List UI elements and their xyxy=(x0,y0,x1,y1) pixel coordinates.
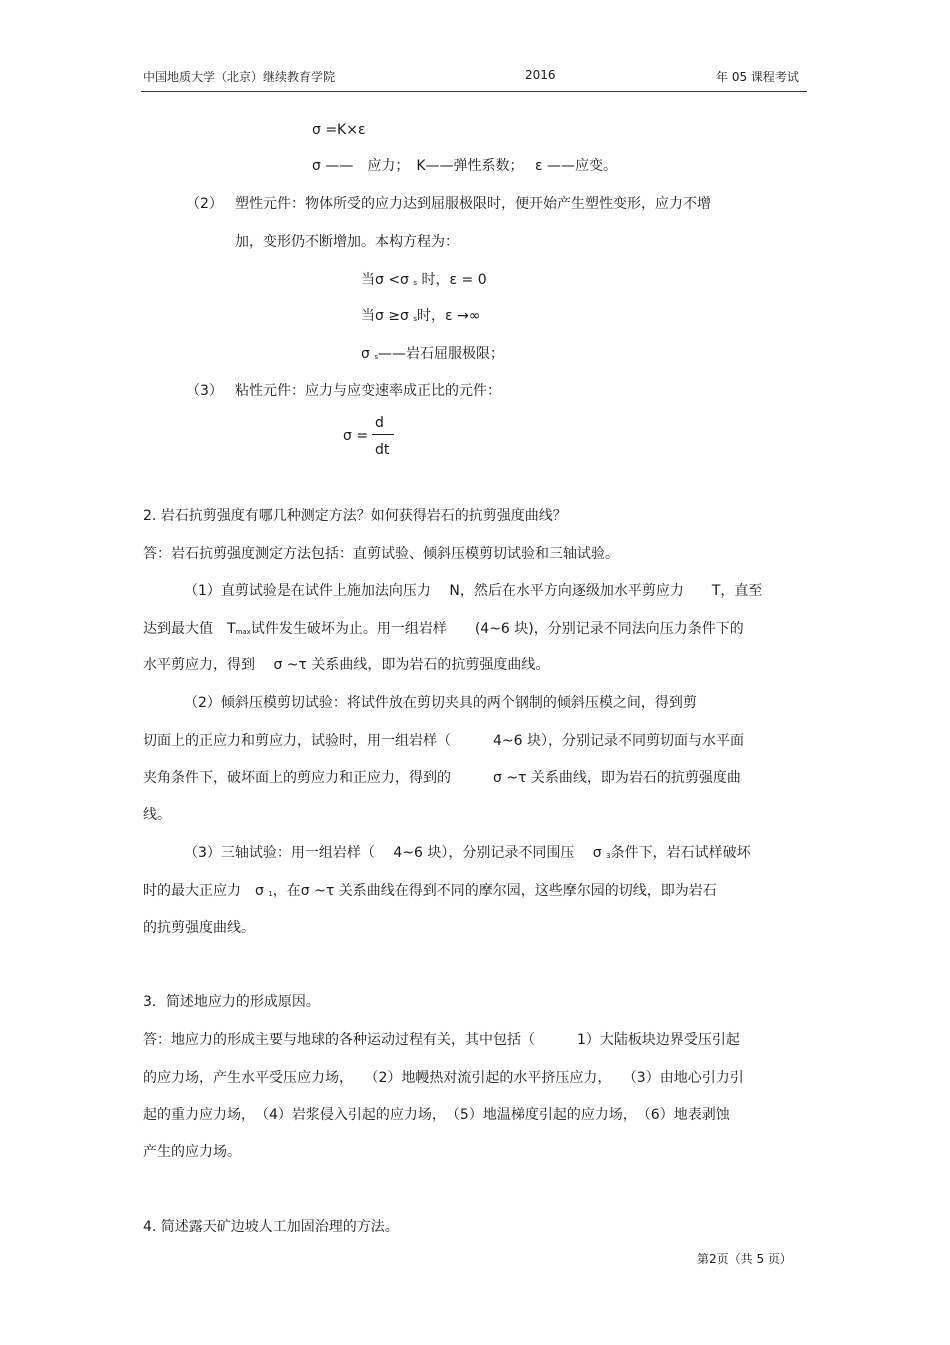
question-2: 2. 岩石抗剪强度有哪几种测定方法？如何获得岩石的抗剪强度曲线？ xyxy=(143,508,567,524)
formula-elastic: σ =K×ε xyxy=(312,122,366,138)
condition-at-yield: 当σ ≥σ s时，ε →∞ xyxy=(361,308,481,324)
paragraph-triaxial-cont: 的抗剪强度曲线。 xyxy=(143,920,255,936)
header-institution: 中国地质大学（北京）继续教育学院 xyxy=(143,70,336,84)
condition-below-yield: 当σ <σ s 时，ε = 0 xyxy=(361,272,487,288)
formula-definitions: σ —— 应力； K——弹性系数； ε ——应变。 xyxy=(312,158,617,174)
question-4: 4. 简述露天矿边坡人工加固治理的方法。 xyxy=(143,1219,399,1235)
paragraph-inclined-die: （2）倾斜压模剪切试验：将试件放在剪切夹具的两个钢制的倾斜压模之间，得到剪 xyxy=(184,695,697,711)
fraction-numerator: d xyxy=(375,415,384,431)
paragraph-direct-shear-cont: 达到最大值 Tmax试件发生破坏为止。用一组岩样 (4~6 块)，分别记录不同法向压力条件下的 xyxy=(143,621,744,637)
paragraph-inclined-die-cont: 线。 xyxy=(143,807,171,823)
answer-3-cont: 的应力场，产生水平受压应力场， （2）地幔热对流引起的水平挤压应力， （3）由地心引力引 xyxy=(143,1070,744,1086)
header-year: 2016 xyxy=(525,68,556,82)
page-number: 第2页（共 5 页） xyxy=(697,1252,792,1266)
paragraph-direct-shear-cont: 水平剪应力，得到 σ ~τ 关系曲线，即为岩石的抗剪强度曲线。 xyxy=(143,657,550,673)
header-rule xyxy=(141,91,807,92)
viscous-element-text: 粘性元件：应力与应变速率成正比的元件： xyxy=(235,383,501,399)
answer-2: 答：岩石抗剪强度测定方法包括：直剪试验、倾斜压模剪切试验和三轴试验。 xyxy=(143,546,619,562)
paragraph-triaxial: （3）三轴试验：用一组岩样（ 4~6 块），分别记录不同围压 σ 3条件下，岩石试样破坏 xyxy=(184,845,751,861)
fraction-denominator: dt xyxy=(375,442,390,458)
item-number: （3） xyxy=(186,383,223,399)
paragraph-inclined-die-cont: 切面上的正应力和剪应力，试验时，用一组岩样（ 4~6 块），分别记录不同剪切面与水平面 xyxy=(143,733,744,749)
header-course: 年 05 课程考试 xyxy=(716,70,799,84)
question-3: 3．简述地应力的形成原因。 xyxy=(143,994,320,1010)
plastic-element-text: 塑性元件：物体所受的应力达到屈服极限时，便开始产生塑性变形，应力不增 xyxy=(235,196,711,212)
fraction-lhs: σ = xyxy=(343,428,369,444)
item-number: （2） xyxy=(186,196,223,212)
fraction-bar xyxy=(372,434,394,435)
paragraph-inclined-die-cont: 夹角条件下，破坏面上的剪应力和正应力，得到的 σ ~τ 关系曲线，即为岩石的抗剪强度曲 xyxy=(143,770,741,786)
paragraph-direct-shear: （1）直剪试验是在试件上施加法向压力 N，然后在水平方向逐级加水平剪应力 T，直至 xyxy=(184,583,763,599)
paragraph-triaxial-cont: 时的最大正应力 σ 1，在σ ~τ 关系曲线在得到不同的摩尔园，这些摩尔园的切线，即为岩石 xyxy=(143,883,717,899)
plastic-element-text-cont: 加，变形仍不断增加。本构方程为： xyxy=(235,234,459,250)
answer-3-cont: 起的重力应力场， （4）岩浆侵入引起的应力场， （5）地温梯度引起的应力场， （6）地表剥蚀 xyxy=(143,1107,730,1123)
answer-3: 答：地应力的形成主要与地球的各种运动过程有关，其中包括（ 1）大陆板块边界受压引起 xyxy=(143,1032,740,1048)
yield-limit-def: σ s——岩石屈服极限； xyxy=(361,346,504,362)
answer-3-cont: 产生的应力场。 xyxy=(143,1144,241,1160)
